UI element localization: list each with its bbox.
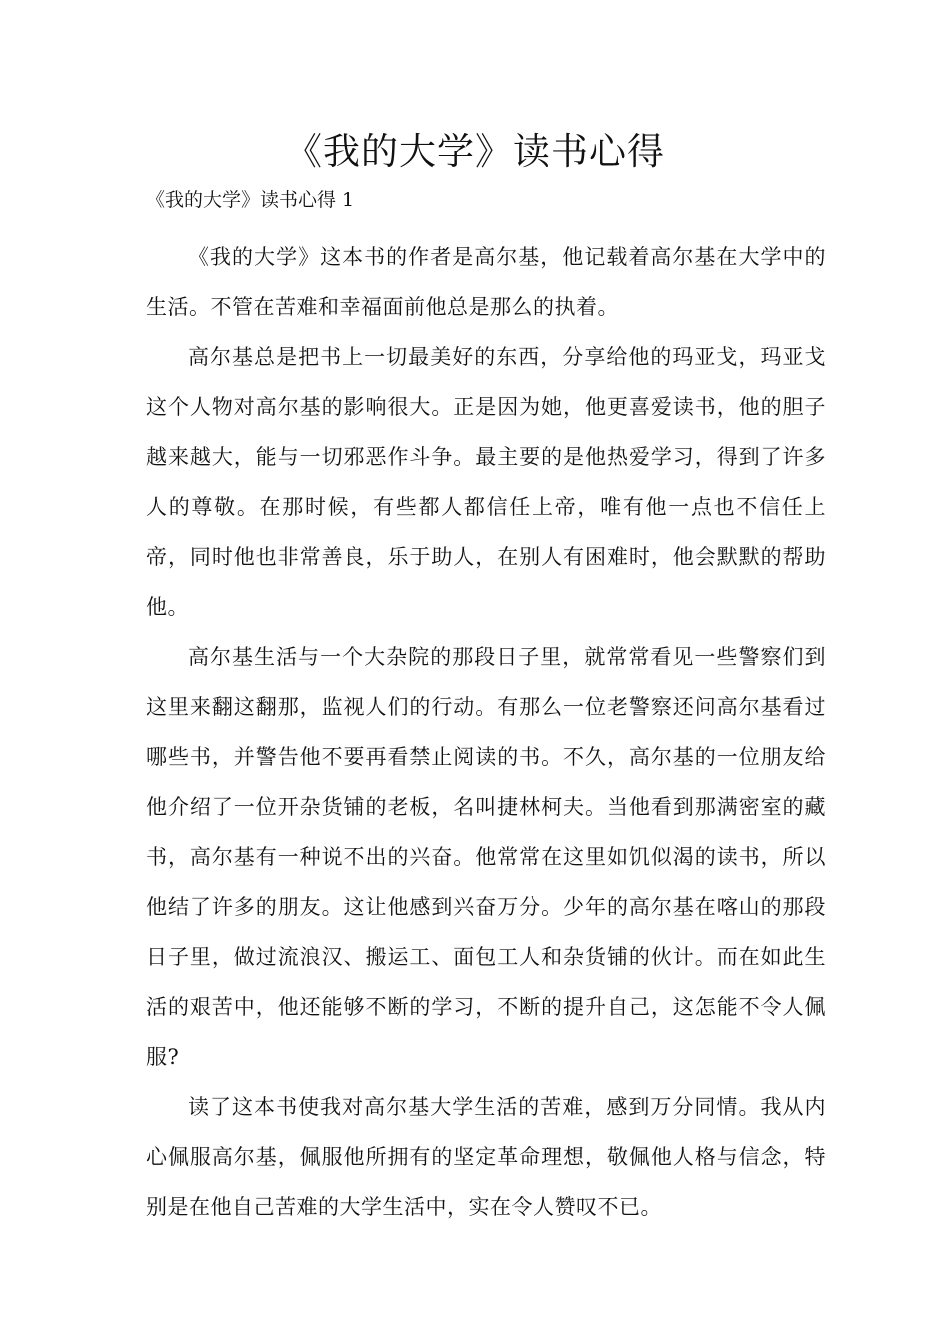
document-title: 《我的大学》读书心得 bbox=[285, 130, 665, 173]
paragraph: 《我的大学》这本书的作者是高尔基，他记载着高尔基在大学中的生活。不管在苦难和幸福面前他总是那么的执着。 bbox=[146, 245, 826, 319]
document-subtitle: 《我的大学》读书心得 1 bbox=[146, 189, 355, 211]
paragraph: 读了这本书使我对高尔基大学生活的苦难，感到万分同情。我从内心佩服高尔基，佩服他所拥有的坚定革命理想，敬佩他人格与信念，特别是在他自己苦难的大学生活中，实在令人赞叹不已。 bbox=[146, 1095, 826, 1219]
paragraph: 高尔基总是把书上一切最美好的东西，分享给他的玛亚戈，玛亚戈这个人物对高尔基的影响很大。正是因为她，他更喜爱读书，他的胆子越来越大，能与一切邪恶作斗争。最主要的是他热爱学习，得到了许多人的尊敬。在那时候，有些都人都信任上帝，唯有他一点也不信任上帝，同时他也非常善良，乐于助人，在别人有困难时，他会默默的帮助他。 bbox=[146, 345, 826, 619]
paragraph: 高尔基生活与一个大杂院的那段日子里，就常常看见一些警察们到这里来翻这翻那，监视人们的行动。有那么一位老警察还问高尔基看过哪些书，并警告他不要再看禁止阅读的书。不久，高尔基的一位朋友给他介绍了一位开杂货铺的老板，名叫捷林柯夫。当他看到那满密室的藏书，高尔基有一种说不出的兴奋。他常常在这里如饥似渴的读书，所以他结了许多的朋友。这让他感到兴奋万分。少年的高尔基在喀山的那段日子里，做过流浪汉、搬运工、面包工人和杂货铺的伙计。而在如此生活的艰苦中，他还能够不断的学习，不断的提升自己，这怎能不令人佩服? bbox=[146, 645, 826, 1069]
document-body bbox=[146, 232, 826, 1232]
